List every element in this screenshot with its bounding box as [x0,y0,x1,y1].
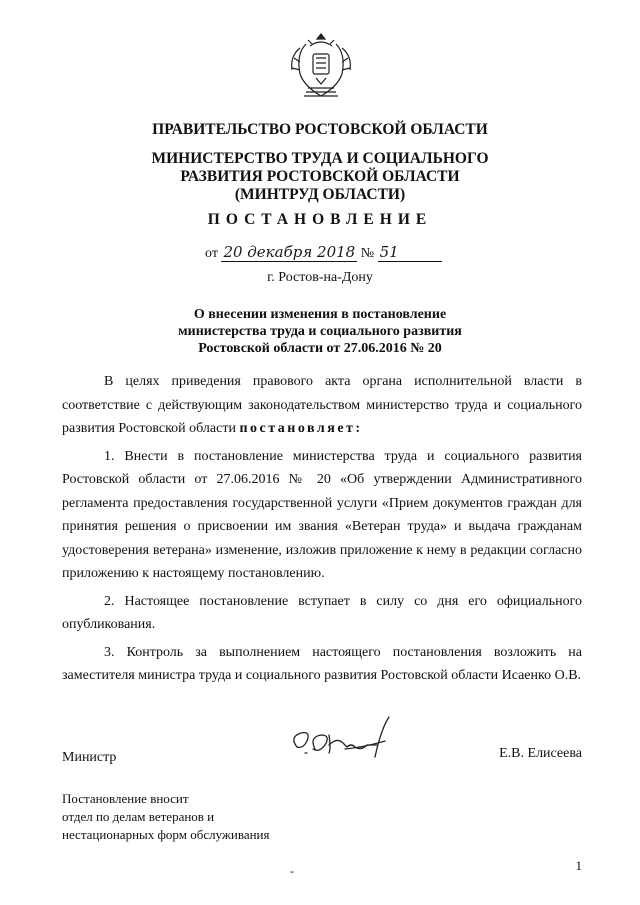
item-1: 1. Внести в постановление министерства труда и социального развития Ростовской области от 27.06.2016 № 20 «Об утверждении Административного регламента предоставления государственной услуги «Прием документов граждан для принятия решения о присвоении им звания «Ветеран труда» и выдача гражданам удостоверения ветерана» изменение, изложив приложение к нему в редакции согласно приложению к настоящему постановлению. [62,448,582,581]
intro-paragraph [62,370,582,441]
coat-of-arms-icon [286,28,356,108]
subject-line3: Ростовской области от 27.06.2016 № 20 [198,341,442,356]
date-number-line [205,243,442,262]
page-number: 1 [575,858,582,873]
handwritten-number: 51 [378,243,442,262]
city-name: г. Ростов-на-Дону [267,270,373,285]
signer-position: Министр [62,750,117,765]
intro-text: В целях приведения правового акта органа исполнительной власти в соответствие с действующим законодательством министерство труда и социального развития Ростовской области [62,374,582,436]
subject-line2: министерства труда и социального развития [178,324,462,339]
ministry-title-line2: РАЗВИТИЯ РОСТОВСКОЙ ОБЛАСТИ [180,168,460,185]
signer-name: Е.В. Елисеева [499,746,582,761]
document-type: ПОСТАНОВЛЕНИЕ [207,211,433,228]
resolves-word: постановляет: [239,421,363,436]
item-3: 3. Контроль за выполнением настоящего постановления возложить на заместителя министра труда и социального развития Ростовской области Исаенко О.В. [62,644,582,683]
ministry-title-line3: (МИНТРУД ОБЛАСТИ) [234,186,406,203]
number-sign: № [360,246,375,261]
footer-note [62,790,270,844]
date-prefix: от [205,246,218,261]
subject-line1: О внесении изменения в постановление [193,307,447,322]
government-title: ПРАВИТЕЛЬСТВО РОСТОВСКОЙ ОБЛАСТИ [152,121,488,138]
bottom-mark: - [290,864,294,878]
item-2: 2. Настоящее постановление вступает в силу со дня его официального опубликования. [62,593,582,632]
document-body [62,370,582,692]
ministry-title-line1: МИНИСТЕРСТВО ТРУДА И СОЦИАЛЬНОГО [151,150,489,167]
footer-line1: Постановление вносит [62,791,189,806]
handwritten-date: 20 декабря 2018 [223,243,356,261]
footer-line3: нестационарных форм обслуживания [62,827,270,842]
handwritten-signature-icon [285,705,405,775]
footer-line2: отдел по делам ветеранов и [62,809,215,824]
